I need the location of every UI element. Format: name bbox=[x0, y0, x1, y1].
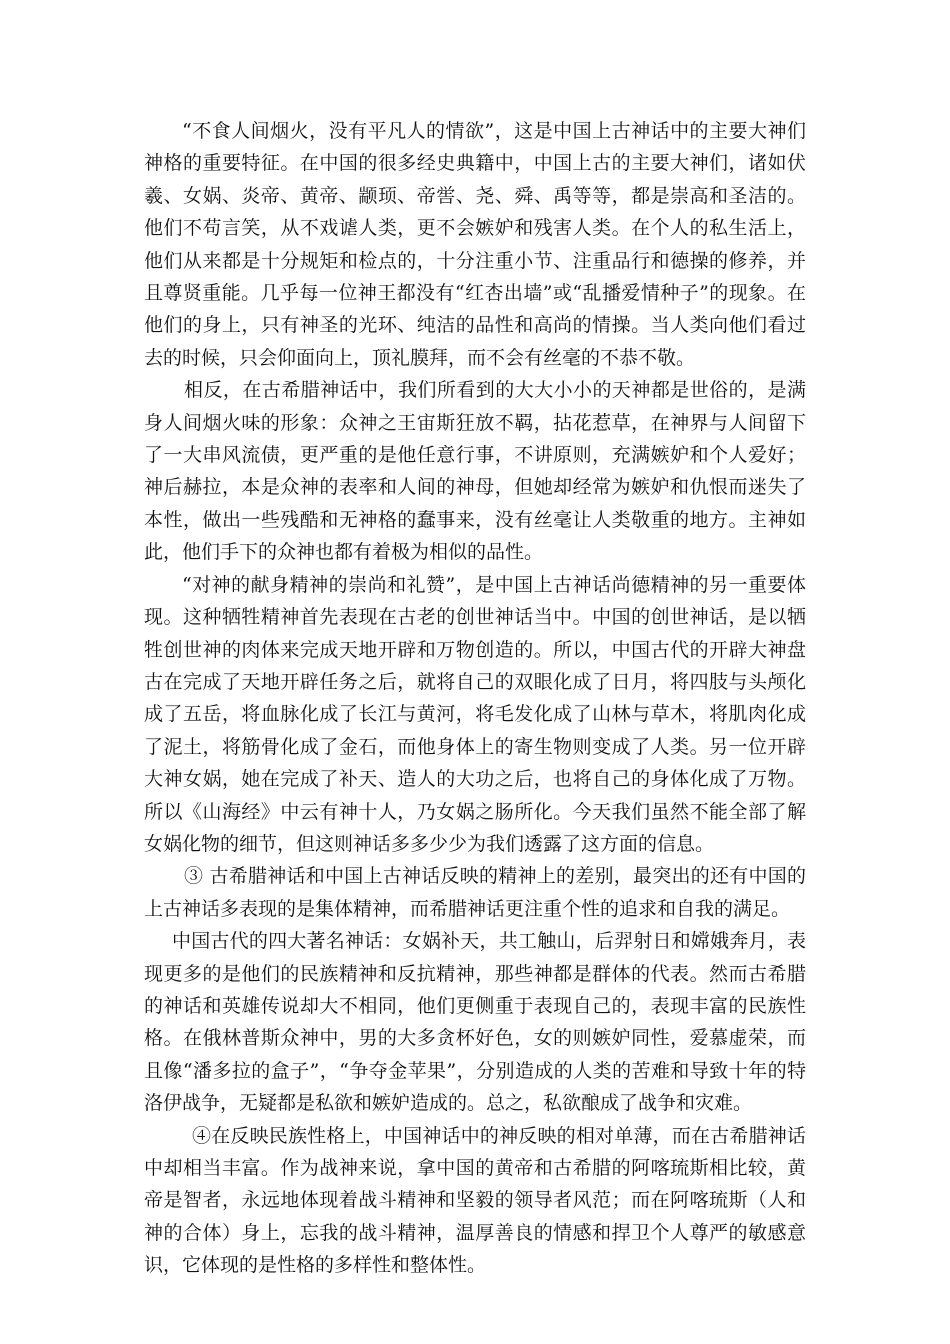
paragraph-1: “不食人间烟火，没有平凡人的情欲”，这是中国上古神话中的主要大神们神格的重要特征。在中国的很多经史典籍中，中国上古的主要大神们，诸如伏羲、女娲、炎帝、黄帝、颛顼、帝喾、尧、舜、禹等等，都是崇高和圣洁的。他们不苟言笑，从不戏谑人类，更不会嫉妒和残害人类。在个人的私生活上，他们从来都是十分规矩和检点的，十分注重小节、注重品行和德操的修养，并且尊贤重能。几乎每一位神王都没有“红杏出墙”或“乱播爱情种子”的现象。在他们的身上，只有神圣的光环、纯洁的品性和高尚的情操。当人类向他们看过去的时候，只会仰面向上，顶礼膜拜，而不会有丝毫的不恭不敬。 bbox=[144, 120, 806, 369]
paragraph-2: 相反，在古希腊神话中，我们所看到的大大小小的天神都是世俗的，是满身人间烟火味的形象：众神之王宙斯狂放不羁，拈花惹草，在神界与人间留下了一大串风流债，更严重的是他任意行事，不讲原则，充满嫉妒和个人爱好；神后赫拉，本是众神的表率和人间的神母，但她却经常为嫉妒和仇恨而迷失了本性，做出一些残酷和无神格的蠢事来，没有丝毫让人类敬重的地方。主神如此，他们手下的众神也都有着极为相似的品性。 bbox=[144, 379, 806, 564]
paragraph-4: ③ 古希腊神话和中国上古神话反映的精神上的差别，最突出的还有中国的上古神话多表现的是集体精神，而希腊神话更注重个性的追求和自我的满足。 bbox=[144, 865, 806, 920]
document-body bbox=[144, 115, 806, 1282]
paragraph-3: “对神的献身精神的崇尚和礼赞”，是中国上古神话尚德精神的另一重要体现。这种牺牲精神首先表现在古老的创世神话当中。中国的创世神话，是以牺牲创世神的肉体来完成天地开辟和万物创造的。所以，中国古代的开辟大神盘古在完成了天地开辟任务之后，就将自己的双眼化成了日月，将四肢与头颅化成了五岳，将血脉化成了长江与黄河，将毛发化成了山林与草木，将肌肉化成了泥土，将筋骨化成了金石，而他身体上的寄生物则变成了人类。另一位开辟大神女娲，她在完成了补天、造人的大功之后，也将自己的身体化成了万物。所以《山海经》中云有神十人，乃女娲之肠所化。今天我们虽然不能全部了解女娲化物的细节，但这则神话多多少少为我们透露了这方面的信息。 bbox=[144, 573, 806, 855]
paragraph-6: ④在反映民族性格上，中国神话中的神反映的相对单薄，而在古希腊神话中却相当丰富。作为战神来说，拿中国的黄帝和古希腊的阿喀琉斯相比较，黄帝是智者，永远地体现着战斗精神和坚毅的领导者风范；而在阿喀琉斯（人和神的合体）身上，忘我的战斗精神，温厚善良的情感和捍卫个人尊严的敏感意识，它体现的是性格的多样性和整体性。 bbox=[144, 1124, 806, 1277]
paragraph-5: 中国古代的四大著名神话：女娲补天，共工触山，后羿射日和嫦娥奔月，表现更多的是他们的民族精神和反抗精神，那些神都是群体的代表。然而古希腊的神话和英雄传说却大不相同，他们更侧重于表现自己的，表现丰富的民族性格。在俄林普斯众神中，男的大多贪杯好色，女的则嫉妒同性，爱慕虚荣，而且像“潘多拉的盒子”，“争夺金苹果”，分别造成的人类的苦难和导致十年的特洛伊战争，无疑都是私欲和嫉妒造成的。总之，私欲酿成了战争和灾难。 bbox=[144, 930, 806, 1115]
